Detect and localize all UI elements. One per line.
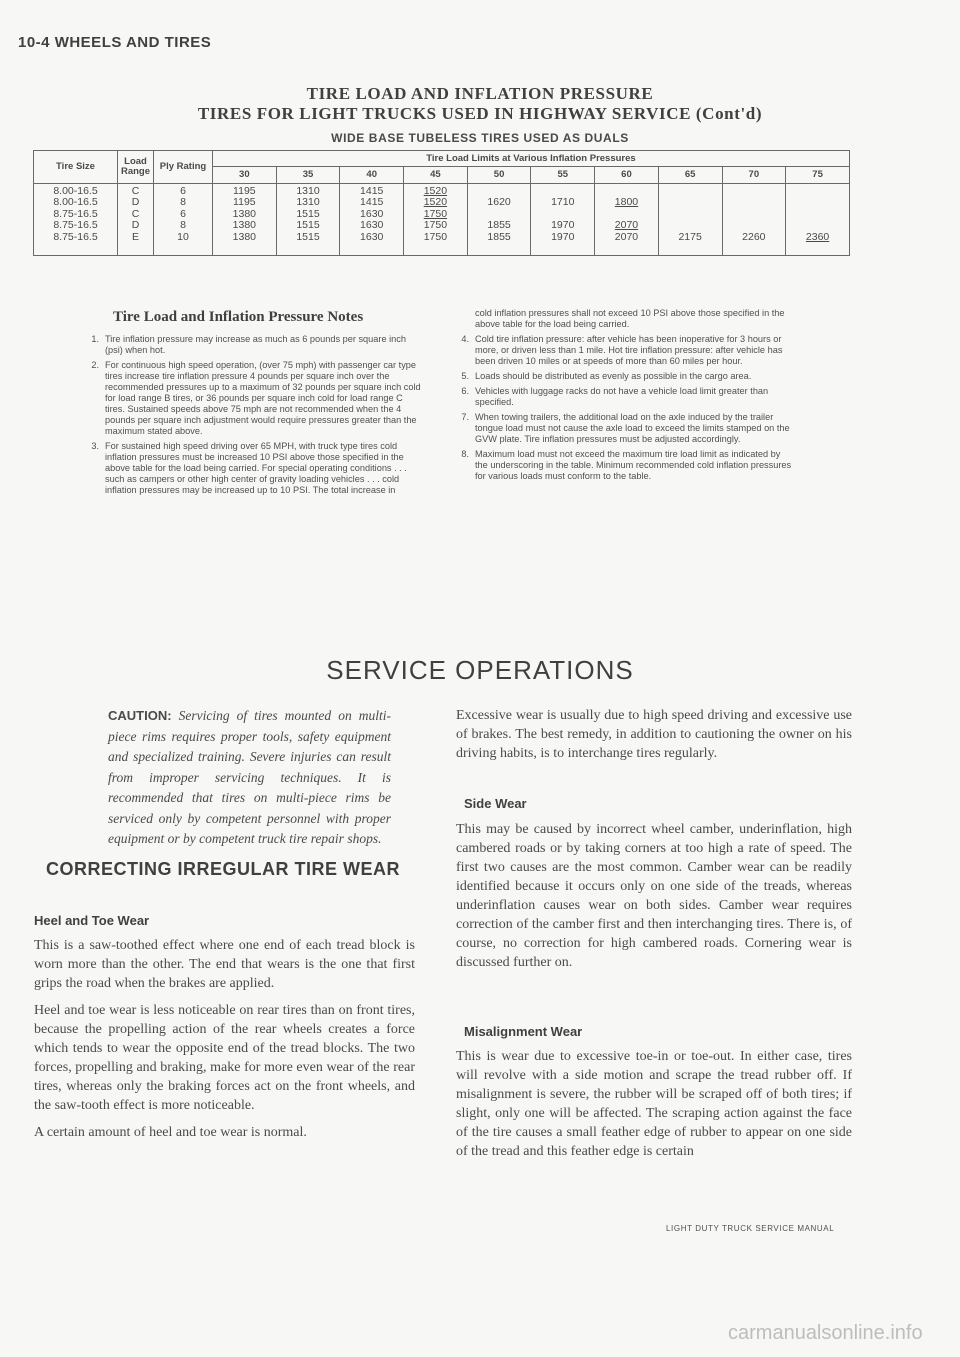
load-value-max: 1520 xyxy=(423,185,448,197)
paragraph: A certain amount of heel and toe wear is normal. xyxy=(34,1125,307,1140)
load-value: 1195 xyxy=(233,196,256,209)
load-range: E xyxy=(131,230,139,243)
page-header: 10-4 WHEELS AND TIRES xyxy=(18,34,212,51)
pressure-header: 35 xyxy=(276,167,340,184)
load-value-max: 1800 xyxy=(614,196,639,209)
load-value: 1515 xyxy=(296,207,320,220)
load-value: 2070 xyxy=(614,230,639,243)
note-item: 4. Cold tire inflation pressure: after vehicle has been inoperative for 3 hours or more, or driven less than 1 mile. Hot tire inflation pressure: after vehicle has been driven 10 miles or at speeds of more than 60 miles per hour. xyxy=(461,334,783,366)
load-value-max: 2070 xyxy=(614,219,639,232)
load-column-50 xyxy=(467,184,531,256)
note-item-continued: cold inflation pressures shall not exceed 10 PSI above those specified in the above table for the load being carried. xyxy=(475,308,785,329)
heel-toe-heading: Heel and Toe Wear xyxy=(34,913,150,928)
load-value: 1310 xyxy=(296,196,320,209)
side-wear-paragraph: This may be caused by incorrect wheel camber, underinflation, high cambered roads or by taking corners at too high a rate of speed. The first two causes are the most common. Camber wear can be readily identified because it occurs only on one side of the treads, whereas underinflation causes wear on both sides. Camber wear requires correction of the camber first and then interchanging tires. There is, of course, no correction for high cambered roads. Cornering wear is discussed further on. xyxy=(456,822,852,970)
load-value: 1630 xyxy=(360,230,384,243)
notes-list-right xyxy=(457,308,792,486)
load-value: 1750 xyxy=(423,219,448,232)
pressure-header: 60 xyxy=(595,167,659,184)
load-value: 2260 xyxy=(742,230,766,243)
pressure-header: 55 xyxy=(531,167,595,184)
load-value: 1750 xyxy=(423,230,448,243)
caution-text: Servicing of tires mounted on multi-piece rims requires proper tools, safety equipment and specialized training. Severe injuries can result from improper servicing techniques. It is recommended that tires on multi-piece rims be serviced only by competent personnel with proper equipment or by competent truck tire repair shops. xyxy=(108,708,391,846)
load-value: 1855 xyxy=(487,219,511,232)
load-column-65 xyxy=(658,184,722,256)
tire-load-table xyxy=(33,150,850,256)
load-value: 1630 xyxy=(360,219,384,232)
note-item: 8. Maximum load must not exceed the maximum tire load limit as indicated by the underscoring in the table. Minimum recommended cold inflation pressures for various loads must conform to the table. xyxy=(461,449,792,481)
load-column-45 xyxy=(404,184,468,256)
intro-paragraph: Excessive wear is usually due to high speed driving and excessive use of brakes. The best remedy, in addition to cautioning the owner on his driving habits, is to interchange tires regularly. xyxy=(456,708,852,761)
note-item: 2. For continuous high speed operation, (over 75 mph) with passenger car type tires increase tire inflation pressure 4 pounds per square inch over the recommended pressures up to a maximum of 32 pounds per square inch cold for load range B tires, or 36 pounds per square inch cold for load range C tires. Sustained speeds above 75 mph are not recommended when the 4 pounds per square inch adjustment would require pressures greater than the maximum stated above. xyxy=(91,360,421,436)
col-header-load-range: Load Range xyxy=(118,151,154,184)
load-column-70 xyxy=(722,184,786,256)
load-value: 1415 xyxy=(360,196,384,209)
col-header-pressure-group: Tire Load Limits at Various Inflation Pressures xyxy=(213,151,850,167)
pressure-header: 40 xyxy=(340,167,404,184)
paragraph: This is a saw-toothed effect where one end of each tread block is worn more than the other. The end that wears is the one that first grips the road when the brakes are applied. xyxy=(34,938,415,991)
caution-block xyxy=(108,706,391,850)
load-value: 1310 xyxy=(296,185,320,197)
load-value: 1195 xyxy=(233,185,256,197)
caution-label: CAUTION: xyxy=(108,708,172,723)
pressure-header: 70 xyxy=(722,167,786,184)
pressure-header: 45 xyxy=(404,167,468,184)
tire-size: 8.75-16.5 xyxy=(53,207,98,220)
side-wear-heading: Side Wear xyxy=(464,796,527,811)
col-header-ply-rating: Ply Rating xyxy=(154,151,213,184)
note-item: 6. Vehicles with luggage racks do not have a vehicle load limit greater than specified. xyxy=(461,386,769,407)
notes-list-left xyxy=(87,334,422,500)
ply-rating: 8 xyxy=(180,219,186,232)
notes-title: Tire Load and Inflation Pressure Notes xyxy=(113,309,364,325)
ply-rating: 8 xyxy=(180,196,186,209)
load-value: 1970 xyxy=(551,219,575,232)
tire-size: 8.75-16.5 xyxy=(53,230,98,243)
load-column-30 xyxy=(213,184,277,256)
load-value: 1380 xyxy=(232,230,257,243)
col-header-tire-size: Tire Size xyxy=(34,151,118,184)
load-value: 1515 xyxy=(296,230,320,243)
load-value: 1855 xyxy=(487,230,511,243)
load-range-column xyxy=(118,184,154,256)
load-value: 1970 xyxy=(551,230,575,243)
load-value: 1415 xyxy=(360,185,384,197)
load-value: 1380 xyxy=(232,219,257,232)
tire-size: 8.75-16.5 xyxy=(53,219,98,232)
misalignment-paragraph: This is wear due to excessive toe-in or toe-out. In either case, tires will revolve with a side motion and scrape the tread rubber off. If misalignment is severe, the rubber will be scraped off of both tires; if slight, only one will be affected. The scraping action against the face of the tire causes a small feather edge of rubber to appear on one side of the tread and this feather edge is certain xyxy=(456,1049,852,1159)
load-range: D xyxy=(131,219,140,232)
load-value: 1515 xyxy=(296,219,320,232)
page-footer: LIGHT DUTY TRUCK SERVICE MANUAL xyxy=(666,1224,835,1233)
pressure-header: 50 xyxy=(467,167,531,184)
table-title-line2: TIRES FOR LIGHT TRUCKS USED IN HIGHWAY SERVICE (Cont'd) xyxy=(197,104,763,123)
load-value: 1630 xyxy=(360,207,384,220)
ply-rating-column xyxy=(154,184,213,256)
pressure-header: 30 xyxy=(213,167,277,184)
pressure-header: 65 xyxy=(658,167,722,184)
load-column-40 xyxy=(340,184,404,256)
load-value: 1380 xyxy=(232,207,257,220)
tire-size-column xyxy=(34,184,118,256)
note-item: 3. For sustained high speed driving over 65 MPH, with truck type tires cold inflation pressures must be increased 10 PSI above those specified in the above table for the load being carried. For special operating conditions . . . such as campers or other high center of gravity loading vehicles . . . cold inflation pressures may be increased up to 10 PSI. The total increase in xyxy=(91,441,407,495)
load-column-35 xyxy=(276,184,340,256)
note-item: 5. Loads should be distributed as evenly as possible in the cargo area. xyxy=(461,371,752,381)
table-subtitle: WIDE BASE TUBELESS TIRES USED AS DUALS xyxy=(331,131,629,145)
load-range: D xyxy=(131,196,140,209)
load-value: 1710 xyxy=(551,196,575,209)
table-title-line1: TIRE LOAD AND INFLATION PRESSURE xyxy=(306,84,654,103)
note-item: 7. When towing trailers, the additional load on the axle induced by the trailer tongue load must not cause the axle load to exceed the limits stamped on the GVW plate. Tire inflation pressures must be adjusted accordingly. xyxy=(461,412,790,444)
note-item: 1. Tire inflation pressure may increase as much as 6 pounds per square inch (psi) when hot. xyxy=(91,334,406,355)
ply-rating: 6 xyxy=(180,207,186,220)
load-column-55 xyxy=(531,184,595,256)
tire-size: 8.00-16.5 xyxy=(53,196,98,209)
load-column-60 xyxy=(595,184,659,256)
watermark: carmanualsonline.info xyxy=(728,1322,923,1344)
load-value: 1620 xyxy=(487,196,511,209)
heel-toe-section xyxy=(34,936,415,1142)
load-value: 2175 xyxy=(678,230,702,243)
service-operations-title: SERVICE OPERATIONS xyxy=(326,655,634,685)
load-value-max: 2360 xyxy=(805,230,830,243)
ply-rating: 6 xyxy=(180,185,186,197)
correcting-wear-heading: CORRECTING IRREGULAR TIRE WEAR xyxy=(46,859,400,879)
pressure-header: 75 xyxy=(786,167,850,184)
paragraph: Heel and toe wear is less noticeable on rear tires than on front tires, because the propelling action of the rear wheels creates a force which tends to wear the opposite end of the tread blocks. The two forces, propelling and braking, make for more even wear of the rear tires, whereas only the braking forces act on the front wheels, and the saw-tooth effect is more noticeable. xyxy=(34,1003,415,1113)
load-value-max: 1750 xyxy=(423,207,448,220)
load-column-75 xyxy=(786,184,850,256)
misalignment-heading: Misalignment Wear xyxy=(464,1024,583,1039)
load-range: C xyxy=(131,185,140,197)
load-value-max: 1520 xyxy=(423,196,448,209)
ply-rating: 10 xyxy=(177,230,189,243)
tire-size: 8.00-16.5 xyxy=(53,185,98,197)
load-range: C xyxy=(131,207,140,220)
